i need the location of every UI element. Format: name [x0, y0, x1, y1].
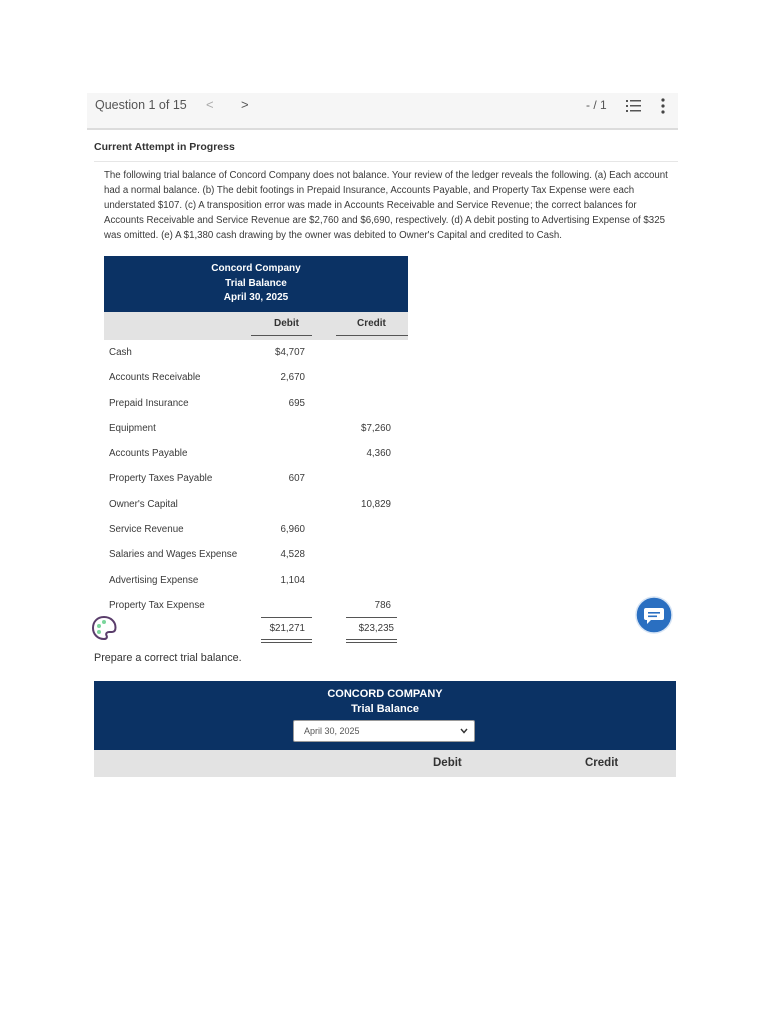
divider: [251, 335, 312, 336]
company-name: Concord Company: [211, 263, 301, 274]
debit-amount: $4,707: [275, 347, 305, 358]
double-underline: [261, 639, 312, 643]
table-row: [104, 492, 408, 517]
table-row: [104, 542, 408, 567]
account-name: Cash: [109, 347, 132, 358]
answer-company-name: CONCORD COMPANY: [327, 688, 443, 700]
debit-amount: 6,960: [280, 524, 305, 536]
answer-trial-balance: [94, 681, 676, 777]
table-row: [104, 340, 408, 365]
previous-question-button[interactable]: <: [206, 97, 214, 112]
answer-debit-header: Debit: [433, 757, 462, 769]
account-name: Owner's Capital: [109, 498, 178, 510]
statement-title: Trial Balance: [225, 277, 287, 289]
account-name: Accounts Receivable: [109, 372, 201, 384]
account-name: Property Tax Expense: [109, 599, 205, 611]
score-display: - / 1: [586, 98, 607, 112]
statement-date: April 30, 2025: [223, 292, 289, 303]
given-trial-balance: [104, 256, 408, 648]
total-credit: $23,235: [358, 623, 394, 635]
instruction-text: Prepare a correct trial balance.: [94, 652, 242, 664]
debit-amount: 607: [288, 473, 305, 485]
debit-amount: 695: [288, 397, 305, 409]
totals-row: [104, 618, 408, 648]
column-headers: [104, 312, 408, 340]
chat-bubble-icon[interactable]: [635, 596, 673, 634]
next-question-button[interactable]: >: [241, 97, 249, 112]
credit-amount: 786: [374, 599, 391, 611]
question-counter: Question 1 of 15: [95, 98, 187, 112]
answer-header: [94, 681, 676, 750]
answer-column-headers: [94, 750, 676, 777]
table-row: [104, 568, 408, 593]
more-vertical-icon[interactable]: [660, 98, 666, 114]
table-row: [104, 593, 408, 618]
date-dropdown-value: April 30, 2025: [304, 726, 360, 736]
palette-icon[interactable]: [90, 614, 118, 642]
answer-statement-title: Trial Balance: [351, 703, 419, 715]
trial-balance-header: [104, 256, 408, 312]
credit-amount: $7,260: [361, 422, 391, 434]
debit-header: Debit: [274, 318, 299, 329]
total-debit: $21,271: [269, 623, 305, 635]
chevron-down-icon: [460, 728, 468, 734]
double-underline: [346, 639, 397, 643]
account-name: Property Taxes Payable: [109, 473, 213, 485]
date-dropdown[interactable]: [293, 720, 475, 742]
credit-amount: 10,829: [361, 498, 391, 510]
credit-amount: 4,360: [366, 448, 391, 460]
debit-amount: 2,670: [280, 372, 305, 384]
debit-amount: 1,104: [280, 574, 305, 586]
attempt-status: Current Attempt in Progress: [94, 141, 235, 153]
answer-credit-header: Credit: [585, 757, 619, 769]
table-row: [104, 466, 408, 491]
table-row: [104, 365, 408, 390]
account-name: Advertising Expense: [109, 574, 199, 586]
account-name: Accounts Payable: [109, 448, 188, 460]
question-toolbar: [87, 93, 678, 130]
credit-header: Credit: [357, 318, 386, 329]
problem-statement: The following trial balance of Concord Company does not balance. Your review of the ledger reveals the following. (a) Each account had a normal balance. (b) The debit footings in Prepaid Insurance, Accounts Payable, and Property Tax Expense were each understated $107. (c) A transposition error was made in Accounts Receivable and Service Revenue; the correct balances for Accounts Receivable and Service Revenue are $2,760 and $6,690, respectively. (d) A debit posting to Advertising Expense of $325 was omitted. (e) A $1,380 cash drawing by the owner was debited to Owner's Capital and credited to Cash.: [104, 170, 668, 241]
table-row: [104, 517, 408, 542]
table-row: [104, 441, 408, 466]
table-row: [104, 391, 408, 416]
account-name: Prepaid Insurance: [109, 397, 189, 409]
debit-amount: 4,528: [280, 549, 305, 561]
table-row: [104, 416, 408, 441]
account-name: Salaries and Wages Expense: [109, 549, 238, 561]
account-name: Equipment: [109, 422, 156, 434]
divider: [94, 161, 678, 162]
divider: [336, 335, 408, 336]
list-icon[interactable]: [626, 99, 641, 113]
account-name: Service Revenue: [109, 524, 184, 536]
